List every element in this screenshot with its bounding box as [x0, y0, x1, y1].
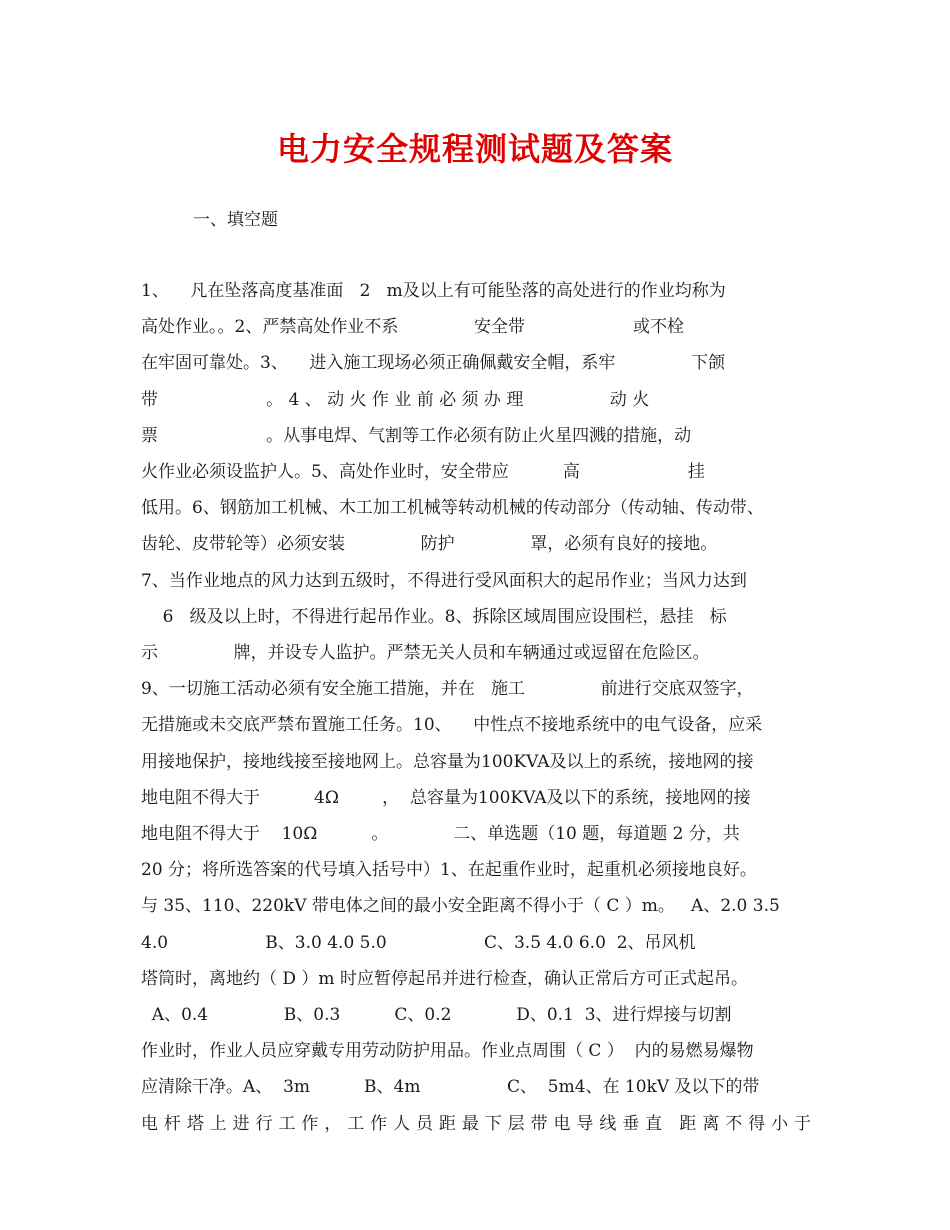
body-line: 低用。6、钢筋加工机械、木工加工机械等转动机械的传动部分（传动轴、传动带、 — [141, 498, 764, 518]
body-line: 9、一切施工活动必须有安全施工措施，并在 施工 前进行交底双签字， — [141, 679, 754, 699]
body-line: 带 。 4 、 动 火 作 业 前 必 须 办 理 动 火 — [141, 390, 650, 410]
body-line: 用接地保护，接地线接至接地网上。总容量为100KVA及以上的系统，接地网的接 — [141, 752, 754, 772]
body-line: 塔筒时，离地约（ D ）m 时应暂停起吊并进行检查，确认正常后方可正式起吊。 — [141, 969, 748, 989]
body-line: 1、 凡在坠落高度基准面 2 m及以上有可能坠落的高处进行的作业均称为 — [141, 281, 726, 301]
body-line: 火作业必须设监护人。5、高处作业时，安全带应 高 挂 — [141, 462, 705, 482]
body-line: 20 分；将所选答案的代号填入括号中）1、在起重作业时，起重机必须接地良好。 — [141, 860, 757, 880]
body-line: 作业时，作业人员应穿戴专用劳动防护用品。作业点周围（ C ） 内的易燃易爆物 — [141, 1041, 754, 1061]
body-line: 在牢固可靠处。3、 进入施工现场必须正确佩戴安全帽，系牢 下颌 — [141, 353, 726, 373]
body-line: 无措施或未交底严禁布置施工任务。10、 中性点不接地系统中的电气设备，应采 — [141, 715, 763, 735]
body-line: 应清除干净。A、 3m B、4m C、 5m4、在 10kV 及以下的带 — [141, 1077, 760, 1097]
body-line: 与 35、110、220kV 带电体之间的最小安全距离不得小于（ C ）m。 A、2.0 3.5 — [141, 896, 780, 916]
body-line: 地电阻不得大于 4Ω ， 总容量为100KVA及以下的系统，接地网的接 — [141, 788, 751, 808]
body-line: 4.0 B、3.0 4.0 5.0 C、3.5 4.0 6.0 2、吊风机 — [141, 933, 696, 953]
body-line: 示 牌，并设专人监护。严禁无关人员和车辆通过或逗留在危险区。 — [141, 643, 710, 663]
body-line: 6 级及以上时，不得进行起吊作业。8、拆除区域周围应设围栏，悬挂 标 — [141, 607, 727, 627]
body-line: 票 。从事电焊、气割等工作必须有防止火星四溅的措施，动 — [141, 426, 692, 446]
body-line: 齿轮、皮带轮等）必须安装 防护 罩，必须有良好的接地。 — [141, 534, 718, 554]
body-line: 电 杆 塔 上 进 行 工 作 ， 工 作 人 员 距 最 下 层 带 电 导 线 垂 直 距 离 不 得 小 于 — [141, 1114, 811, 1134]
section-heading: 一、填空题 — [193, 210, 278, 230]
document-title: 电力安全规程测试题及答案 — [276, 130, 673, 168]
body-line: 高处作业。。2、严禁高处作业不系 安全带 或不栓 — [141, 317, 685, 337]
body-line: 7、当作业地点的风力达到五级时，不得进行受风面积大的起吊作业；当风力达到 — [141, 571, 747, 591]
body-line: 地电阻不得大于 10Ω 。 二、单选题（10 题，每道题 2 分，共 — [141, 824, 740, 844]
body-line: A、0.4 B、0.3 C、0.2 D、0.1 3、进行焊接与切割 — [141, 1005, 732, 1025]
